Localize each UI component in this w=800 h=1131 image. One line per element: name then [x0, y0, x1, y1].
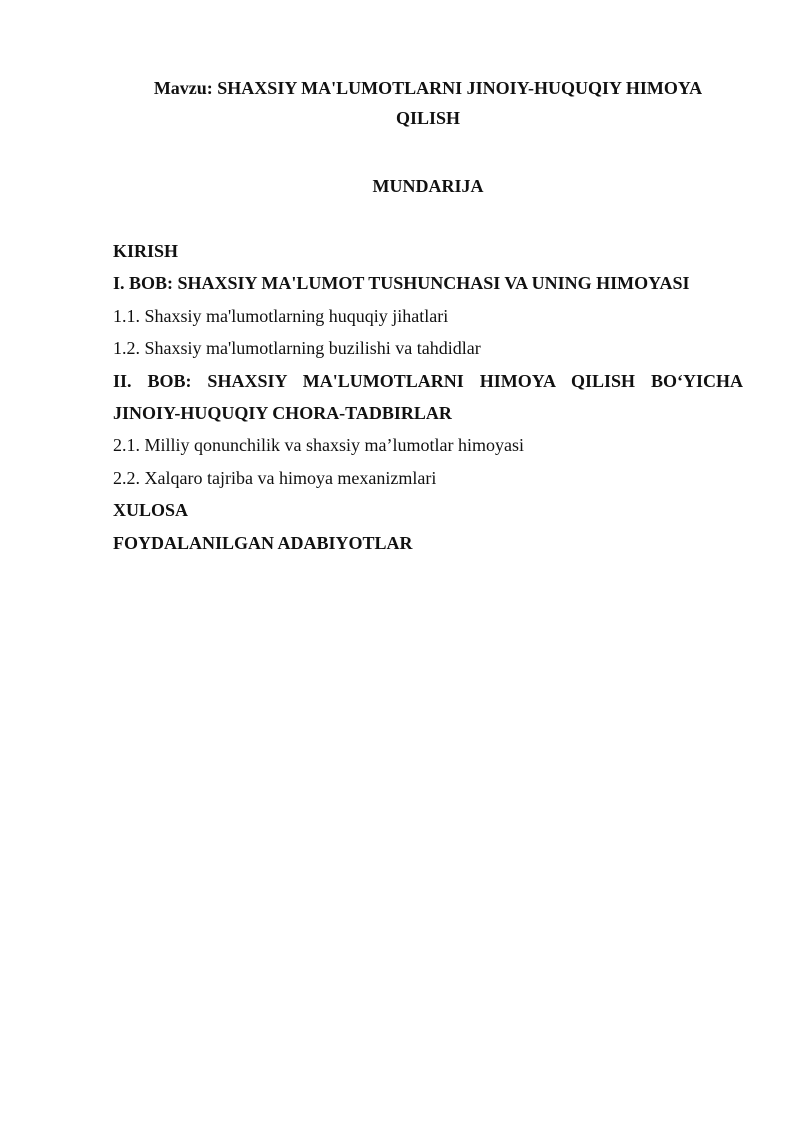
toc-item-section-2-1: 2.1. Milliy qonunchilik va shaxsiy ma’lumotlar himoyasi — [113, 435, 524, 456]
document-title-line-2: QILISH — [395, 108, 461, 128]
document-title — [113, 73, 743, 133]
toc-item-references: FOYDALANILGAN ADABIYOTLAR — [113, 532, 413, 553]
table-of-contents — [113, 235, 743, 559]
toc-item-chapter-2-line-1: II. BOB: SHAXSIY MA'LUMOTLARNI HIMOYA QILISH BO‘YICHA — [113, 370, 743, 391]
toc-item-chapter-1: I. BOB: SHAXSIY MA'LUMOT TUSHUNCHASI VA UNING HIMOYASI — [113, 273, 690, 294]
toc-item-chapter-2 — [113, 365, 743, 430]
toc-item-conclusion: XULOSA — [113, 500, 189, 521]
toc-item-section-1-2: 1.2. Shaxsiy ma'lumotlarning buzilishi va tahdidlar — [113, 338, 481, 359]
toc-item-section-1-1: 1.1. Shaxsiy ma'lumotlarning huquqiy jihatlari — [113, 305, 449, 326]
toc-item-section-2-2: 2.2. Xalqaro tajriba va himoya mexanizmlari — [113, 467, 437, 488]
document-title-line-1: Mavzu: SHAXSIY MA'LUMOTLARNI JINOIY-HUQUQIY HIMOYA — [153, 78, 703, 98]
toc-heading: MUNDARIJA — [372, 176, 484, 196]
toc-item-chapter-2-line-2: JINOIY-HUQUQIY CHORA-TADBIRLAR — [113, 403, 452, 424]
toc-item-introduction: KIRISH — [113, 241, 179, 261]
